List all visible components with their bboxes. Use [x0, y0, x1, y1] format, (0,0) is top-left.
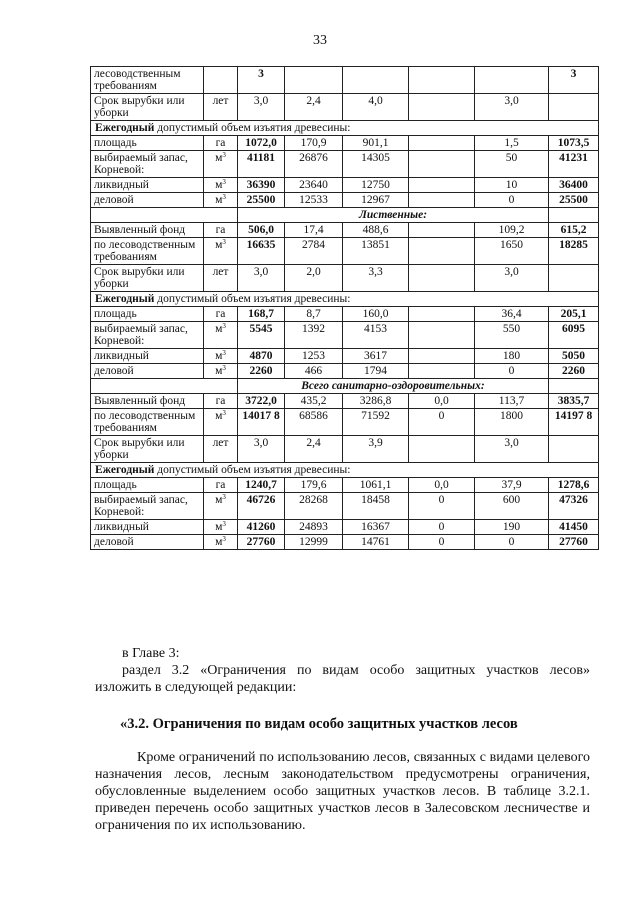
- value-cell: 8,7: [285, 307, 343, 322]
- table-row: [91, 364, 599, 379]
- value-cell: 0,0: [409, 394, 475, 409]
- group-blank-cell: [91, 379, 238, 394]
- value-cell: 3722,0: [238, 394, 285, 409]
- row-label-cell: площадь: [91, 307, 204, 322]
- chapter-reference: в Главе 3:: [122, 646, 180, 661]
- table-row: [91, 151, 599, 178]
- value-cell: 5545: [238, 322, 285, 349]
- table-row: [91, 208, 599, 223]
- table-row: [91, 349, 599, 364]
- value-cell: 600: [475, 493, 549, 520]
- table-row: [91, 292, 599, 307]
- unit-exponent: 3: [222, 535, 226, 543]
- row-label-cell: деловой: [91, 535, 204, 550]
- section-header-bold: Ежегодный: [95, 464, 155, 476]
- unit-exponent: 3: [222, 322, 226, 330]
- value-cell: 1072,0: [238, 136, 285, 151]
- value-cell: 1240,7: [238, 478, 285, 493]
- value-cell: 41260: [238, 520, 285, 535]
- table-row: [91, 379, 599, 394]
- unit-cell: $м^3$: [204, 322, 238, 349]
- group-header-cell: [238, 208, 549, 223]
- value-cell: 170,9: [285, 136, 343, 151]
- value-cell: 0: [475, 535, 549, 550]
- value-cell: 27760: [238, 535, 285, 550]
- value-cell: 1061,1: [343, 478, 409, 493]
- value-cell: [409, 178, 475, 193]
- value-cell: 41231: [549, 151, 599, 178]
- unit-exponent: 3: [222, 409, 226, 417]
- value-cell: 109,2: [475, 223, 549, 238]
- value-cell: 10: [475, 178, 549, 193]
- unit-cell: $м^3$: [204, 364, 238, 379]
- value-cell: 12533: [285, 193, 343, 208]
- value-cell: [549, 265, 599, 292]
- value-cell: 16635: [238, 238, 285, 265]
- value-cell: 41450: [549, 520, 599, 535]
- value-cell: 1794: [343, 364, 409, 379]
- section-heading: «3.2. Ограничения по видам особо защитных участков лесов: [120, 716, 518, 732]
- unit-cell: $м^3$: [204, 535, 238, 550]
- table-row: [91, 193, 599, 208]
- section-header-bold: Ежегодный: [95, 293, 155, 305]
- value-cell: 466: [285, 364, 343, 379]
- section-header-bold: Ежегодный: [95, 122, 155, 134]
- value-cell: 28268: [285, 493, 343, 520]
- table-row: [91, 478, 599, 493]
- row-label-cell: Выявленный фонд: [91, 394, 204, 409]
- value-cell: 1800: [475, 409, 549, 436]
- value-cell: 3,0: [475, 265, 549, 292]
- row-label-cell: ликвидный: [91, 349, 204, 364]
- value-cell: 2784: [285, 238, 343, 265]
- table-row: [91, 307, 599, 322]
- table-row: [91, 178, 599, 193]
- section-header-text: допустимый объем изъятия древесины:: [154, 293, 351, 305]
- group-header-cell: [238, 379, 549, 394]
- value-cell: 3835,7: [549, 394, 599, 409]
- value-cell: 37,9: [475, 478, 549, 493]
- value-cell: 506,0: [238, 223, 285, 238]
- value-cell: 13851: [343, 238, 409, 265]
- value-cell: 0,0: [409, 478, 475, 493]
- value-cell: 26876: [285, 151, 343, 178]
- value-cell: 3,3: [343, 265, 409, 292]
- value-cell: 0: [409, 535, 475, 550]
- value-cell: 68586: [285, 409, 343, 436]
- row-label-cell: ликвидный: [91, 520, 204, 535]
- section-header-text: допустимый объем изъятия древесины:: [154, 122, 351, 134]
- unit-cell: лет: [204, 436, 238, 463]
- value-cell: 41181: [238, 151, 285, 178]
- table-row: [91, 409, 599, 436]
- unit-exponent: 3: [222, 520, 226, 528]
- unit-cell: лет: [204, 265, 238, 292]
- value-cell: [409, 307, 475, 322]
- value-cell: 3,0: [475, 436, 549, 463]
- table-body: [91, 67, 599, 550]
- value-cell: 47326: [549, 493, 599, 520]
- instruction-paragraph: раздел 3.2 «Ограничения по видам особо защитных участков лесов» изложить в следующей редакции:: [95, 663, 590, 695]
- value-cell: 18458: [343, 493, 409, 520]
- unit-cell: га: [204, 223, 238, 238]
- group-header-label: Всего санитарно-оздоровительных:: [301, 380, 485, 392]
- table-row: [91, 121, 599, 136]
- value-cell: 3,0: [238, 265, 285, 292]
- value-cell: [549, 436, 599, 463]
- value-cell: [409, 151, 475, 178]
- unit-cell: $м^3$: [204, 238, 238, 265]
- value-cell: [409, 436, 475, 463]
- value-cell: 71592: [343, 409, 409, 436]
- group-header-label: Лиственные:: [358, 209, 428, 221]
- value-cell: 1650: [475, 238, 549, 265]
- value-cell: 23640: [285, 178, 343, 193]
- value-cell: [409, 322, 475, 349]
- page-number: 33: [313, 33, 327, 48]
- value-cell: 3617: [343, 349, 409, 364]
- value-cell: 50: [475, 151, 549, 178]
- group-blank-cell: [549, 379, 599, 394]
- value-cell: 3: [238, 67, 285, 94]
- value-cell: [343, 67, 409, 94]
- value-cell: 14197 8: [549, 409, 599, 436]
- table-row: [91, 463, 599, 478]
- value-cell: 16367: [343, 520, 409, 535]
- row-label-cell: деловой: [91, 193, 204, 208]
- value-cell: 6095: [549, 322, 599, 349]
- value-cell: [409, 94, 475, 121]
- value-cell: 2260: [238, 364, 285, 379]
- value-cell: 3286,8: [343, 394, 409, 409]
- row-label-cell: по лесоводственным требованиям: [91, 238, 204, 265]
- value-cell: 0: [475, 193, 549, 208]
- value-cell: 1253: [285, 349, 343, 364]
- value-cell: 12999: [285, 535, 343, 550]
- table-row: [91, 94, 599, 121]
- table-row: [91, 493, 599, 520]
- value-cell: 17,4: [285, 223, 343, 238]
- table-row: [91, 136, 599, 151]
- value-cell: 4870: [238, 349, 285, 364]
- value-cell: [409, 238, 475, 265]
- value-cell: [475, 67, 549, 94]
- value-cell: 2,0: [285, 265, 343, 292]
- unit-exponent: 3: [222, 238, 226, 246]
- value-cell: 615,2: [549, 223, 599, 238]
- value-cell: 25500: [549, 193, 599, 208]
- table-row: [91, 520, 599, 535]
- value-cell: 14761: [343, 535, 409, 550]
- row-label-cell: Срок вырубки или уборки: [91, 265, 204, 292]
- value-cell: 14305: [343, 151, 409, 178]
- value-cell: 24893: [285, 520, 343, 535]
- value-cell: 3,0: [238, 436, 285, 463]
- value-cell: 36400: [549, 178, 599, 193]
- value-cell: 36,4: [475, 307, 549, 322]
- value-cell: [409, 349, 475, 364]
- unit-cell: $м^3$: [204, 193, 238, 208]
- row-label-cell: выбираемый запас, Корневой:: [91, 322, 204, 349]
- unit-cell: $м^3$: [204, 493, 238, 520]
- value-cell: 901,1: [343, 136, 409, 151]
- unit-cell: га: [204, 136, 238, 151]
- value-cell: 1,5: [475, 136, 549, 151]
- value-cell: 0: [475, 364, 549, 379]
- unit-cell: лет: [204, 94, 238, 121]
- value-cell: 12967: [343, 193, 409, 208]
- value-cell: 1392: [285, 322, 343, 349]
- value-cell: [409, 67, 475, 94]
- value-cell: 3,0: [475, 94, 549, 121]
- row-label-cell: выбираемый запас, Корневой:: [91, 151, 204, 178]
- value-cell: 14017 8: [238, 409, 285, 436]
- table-row: [91, 238, 599, 265]
- unit-cell: га: [204, 394, 238, 409]
- value-cell: 1073,5: [549, 136, 599, 151]
- group-blank-cell: [91, 208, 238, 223]
- value-cell: 205,1: [549, 307, 599, 322]
- value-cell: 18285: [549, 238, 599, 265]
- value-cell: 5050: [549, 349, 599, 364]
- value-cell: [285, 67, 343, 94]
- table-row: [91, 535, 599, 550]
- row-label-cell: ликвидный: [91, 178, 204, 193]
- section-header-cell: [91, 463, 599, 478]
- value-cell: 180: [475, 349, 549, 364]
- row-label-cell: Выявленный фонд: [91, 223, 204, 238]
- unit-cell: $м^3$: [204, 151, 238, 178]
- row-label-cell: Срок вырубки или уборки: [91, 436, 204, 463]
- table-row: [91, 67, 599, 94]
- value-cell: [409, 193, 475, 208]
- value-cell: 2,4: [285, 436, 343, 463]
- unit-cell: [204, 67, 238, 94]
- value-cell: [549, 94, 599, 121]
- value-cell: 2,4: [285, 94, 343, 121]
- table-row: [91, 436, 599, 463]
- value-cell: 435,2: [285, 394, 343, 409]
- value-cell: 2260: [549, 364, 599, 379]
- table-row: [91, 322, 599, 349]
- row-label-cell: выбираемый запас, Корневой:: [91, 493, 204, 520]
- unit-exponent: 3: [222, 151, 226, 159]
- value-cell: 113,7: [475, 394, 549, 409]
- value-cell: 190: [475, 520, 549, 535]
- row-label-cell: лесоводственным требованиям: [91, 67, 204, 94]
- body-paragraph: Кроме ограничений по использованию лесов, связанных с видами целевого назначения лесов, лесным законодательством предусмотрены ограничения, обусловленные выделением особо защитных участков лесов. В таблице 3.2.1. приведен перечень особо защитных участков лесов в Залесовском лесничестве и ограничения по их использованию.: [95, 750, 590, 833]
- group-blank-cell: [549, 208, 599, 223]
- unit-exponent: 3: [222, 193, 226, 201]
- unit-exponent: 3: [222, 178, 226, 186]
- value-cell: 4153: [343, 322, 409, 349]
- value-cell: 3: [549, 67, 599, 94]
- unit-cell: $м^3$: [204, 409, 238, 436]
- unit-cell: $м^3$: [204, 349, 238, 364]
- section-header-cell: [91, 121, 599, 136]
- unit-cell: $м^3$: [204, 178, 238, 193]
- row-label-cell: площадь: [91, 136, 204, 151]
- unit-exponent: 3: [222, 349, 226, 357]
- value-cell: [409, 136, 475, 151]
- row-label-cell: площадь: [91, 478, 204, 493]
- value-cell: 0: [409, 520, 475, 535]
- table-row: [91, 265, 599, 292]
- unit-cell: га: [204, 478, 238, 493]
- value-cell: [409, 265, 475, 292]
- forest-volume-table: [90, 66, 599, 550]
- section-header-cell: [91, 292, 599, 307]
- value-cell: 550: [475, 322, 549, 349]
- section-header-text: допустимый объем изъятия древесины:: [154, 464, 351, 476]
- value-cell: 36390: [238, 178, 285, 193]
- row-label-cell: деловой: [91, 364, 204, 379]
- unit-exponent: 3: [222, 493, 226, 501]
- unit-cell: $м^3$: [204, 520, 238, 535]
- value-cell: [409, 364, 475, 379]
- value-cell: 12750: [343, 178, 409, 193]
- value-cell: 4,0: [343, 94, 409, 121]
- row-label-cell: Срок вырубки или уборки: [91, 94, 204, 121]
- value-cell: [409, 223, 475, 238]
- table-row: [91, 223, 599, 238]
- value-cell: 25500: [238, 193, 285, 208]
- value-cell: 3,9: [343, 436, 409, 463]
- value-cell: 46726: [238, 493, 285, 520]
- unit-exponent: 3: [222, 364, 226, 372]
- table-row: [91, 394, 599, 409]
- value-cell: 27760: [549, 535, 599, 550]
- value-cell: 1278,6: [549, 478, 599, 493]
- value-cell: 488,6: [343, 223, 409, 238]
- unit-cell: га: [204, 307, 238, 322]
- value-cell: 0: [409, 493, 475, 520]
- value-cell: 160,0: [343, 307, 409, 322]
- value-cell: 3,0: [238, 94, 285, 121]
- value-cell: 168,7: [238, 307, 285, 322]
- row-label-cell: по лесоводственным требованиям: [91, 409, 204, 436]
- value-cell: 179,6: [285, 478, 343, 493]
- value-cell: 0: [409, 409, 475, 436]
